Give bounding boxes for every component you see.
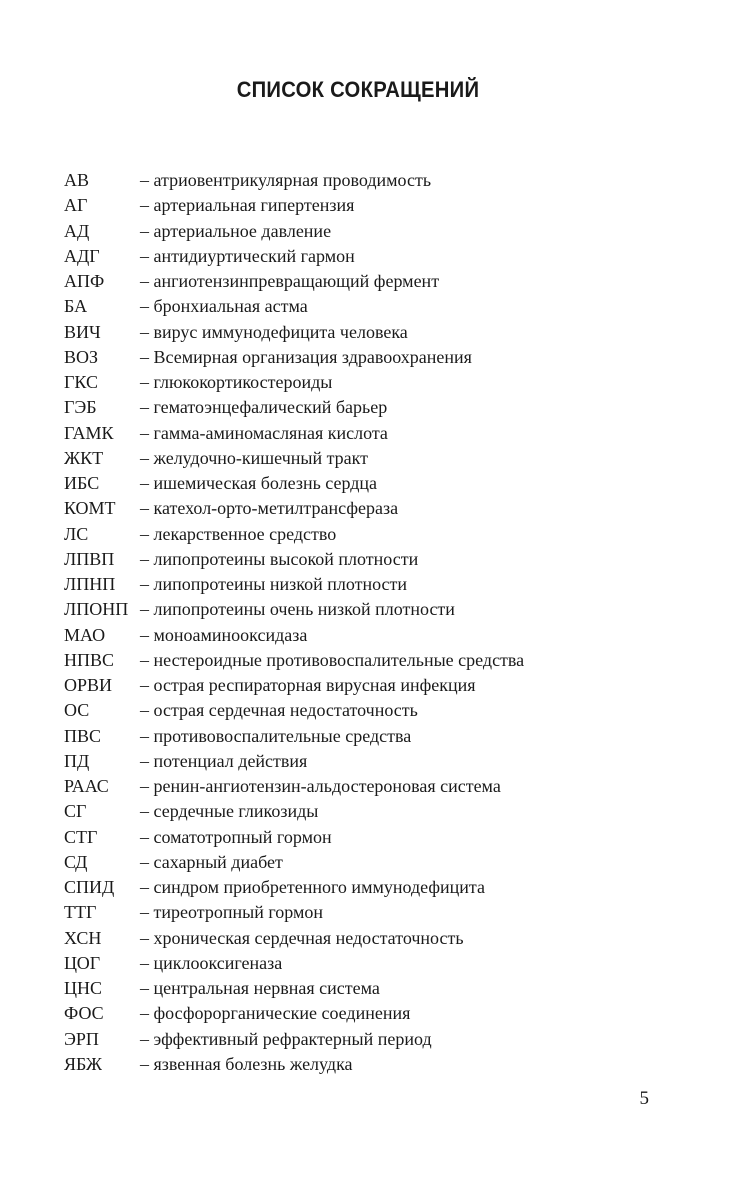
abbreviation-definition: – синдром приобретенного иммунодефицита bbox=[140, 877, 485, 897]
abbreviation-row bbox=[64, 320, 684, 345]
abbreviation-term: НПВС bbox=[64, 649, 115, 670]
abbreviation-row bbox=[64, 395, 684, 420]
abbreviation-term: ВОЗ bbox=[64, 346, 99, 367]
abbreviation-row bbox=[64, 799, 684, 824]
abbreviation-row bbox=[64, 774, 684, 799]
abbreviation-term: ЭРП bbox=[64, 1028, 99, 1049]
abbreviation-term: ЯБЖ bbox=[64, 1053, 103, 1074]
abbreviation-definition: – центральная нервная система bbox=[140, 978, 380, 998]
abbreviation-row bbox=[64, 1052, 684, 1077]
abbreviation-definition: – моноаминооксидаза bbox=[140, 624, 308, 645]
abbreviation-term: ЦНС bbox=[64, 978, 103, 998]
abbreviation-row bbox=[64, 244, 684, 269]
abbreviation-definition: – ишемическая болезнь сердца bbox=[140, 473, 378, 493]
abbreviation-term: ЛС bbox=[64, 523, 89, 544]
abbreviation-row bbox=[64, 724, 684, 749]
abbreviation-row bbox=[64, 825, 684, 850]
abbreviation-definition: – артериальная гипертензия bbox=[140, 195, 355, 216]
abbreviation-row bbox=[64, 597, 684, 622]
abbreviation-definition: – тиреотропный гормон bbox=[140, 902, 324, 923]
abbreviation-definition: – глюкокортикостероиды bbox=[140, 372, 333, 392]
abbreviation-term: СД bbox=[64, 851, 88, 872]
abbreviation-term: АПФ bbox=[64, 271, 105, 291]
abbreviation-term: ТТГ bbox=[64, 902, 97, 923]
abbreviation-definition: – липопротеины низкой плотности bbox=[140, 574, 408, 594]
abbreviation-term: ПД bbox=[64, 750, 90, 771]
abbreviation-definition: – острая респираторная вирусная инфекция bbox=[140, 675, 476, 695]
abbreviation-term: ЛПВП bbox=[64, 548, 115, 569]
abbreviation-row bbox=[64, 976, 684, 1001]
abbreviation-definition: – атриовентрикулярная проводимость bbox=[140, 170, 432, 190]
abbreviation-row bbox=[64, 698, 684, 723]
abbreviation-term: РААС bbox=[64, 776, 109, 796]
abbreviation-row bbox=[64, 1001, 684, 1026]
abbreviation-term: ЦОГ bbox=[64, 952, 101, 973]
abbreviation-definition: – вирус иммунодефицита человека bbox=[140, 321, 408, 342]
abbreviation-term: ФОС bbox=[64, 1003, 104, 1024]
abbreviation-definition: – потенциал действия bbox=[140, 750, 308, 771]
abbreviation-definition: – циклооксигеназа bbox=[140, 952, 283, 973]
abbreviation-term: ОС bbox=[64, 700, 90, 721]
abbreviation-term: ЛПНП bbox=[64, 574, 116, 594]
abbreviation-row bbox=[64, 168, 684, 193]
abbreviation-term: ГАМК bbox=[64, 422, 114, 443]
abbreviation-row bbox=[64, 572, 684, 597]
abbreviation-term: ИБС bbox=[64, 473, 100, 493]
abbreviation-row bbox=[64, 446, 684, 471]
abbreviation-definition: – желудочно-кишечный тракт bbox=[140, 447, 369, 468]
abbreviation-term: БА bbox=[64, 296, 88, 317]
abbreviation-row bbox=[64, 673, 684, 698]
abbreviation-row bbox=[64, 496, 684, 521]
abbreviation-term: АДГ bbox=[64, 245, 100, 266]
abbreviation-row bbox=[64, 926, 684, 951]
abbreviation-row bbox=[64, 900, 684, 925]
page-number: 5 bbox=[639, 1088, 649, 1109]
abbreviation-term: ЖКТ bbox=[64, 447, 104, 468]
abbreviation-term: СГ bbox=[64, 801, 87, 822]
abbreviation-row bbox=[64, 345, 684, 370]
abbreviation-definition: – сердечные гликозиды bbox=[140, 801, 319, 822]
abbreviation-term: АВ bbox=[64, 170, 90, 190]
abbreviation-row bbox=[64, 875, 684, 900]
abbreviation-row bbox=[64, 648, 684, 673]
abbreviation-row bbox=[64, 522, 684, 547]
abbreviation-term: ГКС bbox=[64, 372, 98, 392]
abbreviation-term: ВИЧ bbox=[64, 321, 101, 342]
abbreviation-list bbox=[64, 168, 684, 1077]
abbreviation-definition: – сахарный диабет bbox=[140, 851, 283, 872]
abbreviation-definition: – липопротеины высокой плотности bbox=[140, 548, 419, 569]
abbreviation-term: СПИД bbox=[64, 877, 115, 897]
abbreviation-definition: – артериальное давление bbox=[140, 220, 332, 241]
abbreviation-definition: – эффективный рефрактерный период bbox=[140, 1028, 432, 1049]
abbreviation-definition: – противовоспалительные средства bbox=[140, 725, 412, 746]
abbreviation-row bbox=[64, 623, 684, 648]
abbreviation-term: ОРВИ bbox=[64, 675, 113, 695]
abbreviation-row bbox=[64, 421, 684, 446]
abbreviation-term: ПВС bbox=[64, 725, 102, 746]
abbreviation-row bbox=[64, 294, 684, 319]
abbreviation-row bbox=[64, 749, 684, 774]
abbreviation-definition: – соматотропный гормон bbox=[140, 826, 332, 847]
abbreviation-definition: – гематоэнцефалический барьер bbox=[140, 397, 388, 418]
abbreviation-definition: – липопротеины очень низкой плотности bbox=[140, 599, 455, 620]
abbreviation-row bbox=[64, 269, 684, 294]
abbreviation-term: СТГ bbox=[64, 826, 98, 847]
abbreviation-definition: – ренин-ангиотензин-альдостероновая система bbox=[140, 776, 501, 796]
abbreviation-definition: – острая сердечная недостаточность bbox=[140, 700, 418, 721]
abbreviation-term: ГЭБ bbox=[64, 397, 97, 418]
abbreviation-row bbox=[64, 193, 684, 218]
abbreviation-definition: – бронхиальная астма bbox=[140, 296, 308, 317]
abbreviation-definition: – хроническая сердечная недостаточность bbox=[140, 927, 464, 948]
abbreviation-term: АГ bbox=[64, 195, 88, 216]
abbreviation-definition: – катехол-орто-метилтрансфераза bbox=[140, 498, 399, 519]
abbreviation-definition: – Всемирная организация здравоохранения bbox=[140, 346, 472, 367]
abbreviation-row bbox=[64, 471, 684, 496]
abbreviation-definition: – антидиуртический гармон bbox=[140, 245, 355, 266]
abbreviation-definition: – язвенная болезнь желудка bbox=[140, 1053, 353, 1074]
abbreviation-definition: – гамма-аминомасляная кислота bbox=[140, 422, 388, 443]
abbreviation-row bbox=[64, 1027, 684, 1052]
abbreviation-term: МАО bbox=[64, 624, 106, 645]
abbreviation-term: ЛПОНП bbox=[64, 599, 129, 620]
abbreviation-definition: – ангиотензинпревращающий фермент bbox=[140, 271, 440, 291]
page-title: СПИСОК СОКРАЩЕНИЙ bbox=[236, 77, 480, 102]
abbreviation-row bbox=[64, 547, 684, 572]
abbreviation-term: АД bbox=[64, 220, 90, 241]
abbreviation-row bbox=[64, 951, 684, 976]
abbreviation-row bbox=[64, 219, 684, 244]
abbreviation-term: КОМТ bbox=[64, 498, 116, 519]
abbreviation-row bbox=[64, 370, 684, 395]
abbreviation-definition: – фосфорорганические соединения bbox=[140, 1003, 411, 1024]
abbreviation-definition: – нестероидные противовоспалительные средства bbox=[140, 649, 525, 670]
abbreviation-term: ХСН bbox=[64, 927, 102, 948]
abbreviation-definition: – лекарственное средство bbox=[140, 523, 337, 544]
abbreviation-row bbox=[64, 850, 684, 875]
